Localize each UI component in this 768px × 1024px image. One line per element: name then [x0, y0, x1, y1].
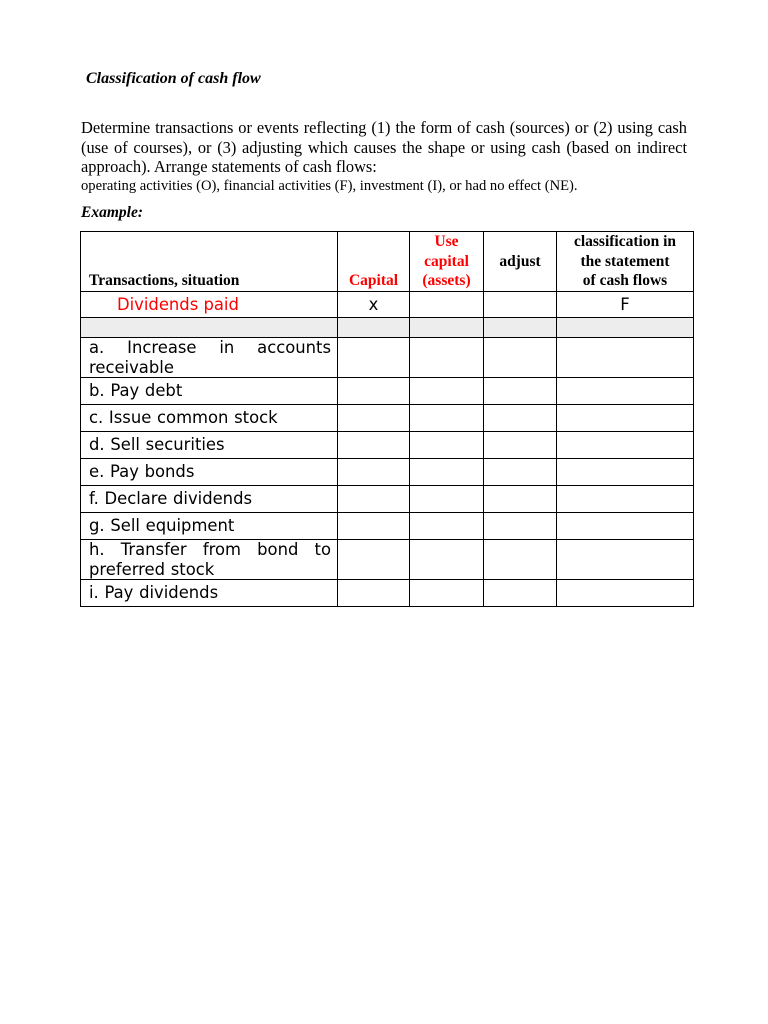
classification-cell[interactable]	[557, 580, 694, 607]
classification-cell[interactable]	[557, 513, 694, 540]
use-capital-cell[interactable]	[410, 580, 484, 607]
use-capital-cell[interactable]	[410, 338, 484, 378]
header-use-capital-line3: (assets)	[422, 272, 471, 290]
capital-cell[interactable]	[338, 405, 410, 432]
adjust-cell[interactable]	[484, 459, 557, 486]
header-use-capital	[410, 232, 484, 292]
classification-cell[interactable]	[557, 540, 694, 580]
blank-cell	[410, 318, 484, 338]
adjust-cell[interactable]	[484, 378, 557, 405]
header-capital: Capital	[338, 232, 410, 292]
table-row	[81, 378, 694, 405]
capital-cell[interactable]	[338, 338, 410, 378]
header-classification-line1: classification in	[573, 233, 677, 251]
table-row	[81, 405, 694, 432]
example-row-classification: F	[557, 292, 694, 318]
use-capital-cell[interactable]	[410, 405, 484, 432]
classification-cell[interactable]	[557, 405, 694, 432]
table-header-row	[81, 232, 694, 292]
transaction-label: b. Pay debt	[81, 378, 338, 405]
example-row-adjust	[484, 292, 557, 318]
classification-cell[interactable]	[557, 432, 694, 459]
header-transactions: Transactions, situation	[81, 232, 338, 292]
table-row	[81, 432, 694, 459]
use-capital-cell[interactable]	[410, 432, 484, 459]
example-label: Example:	[81, 204, 143, 221]
capital-cell[interactable]	[338, 432, 410, 459]
header-classification-line2: the statement	[580, 252, 670, 270]
classification-cell[interactable]	[557, 459, 694, 486]
transaction-label: g. Sell equipment	[81, 513, 338, 540]
header-use-capital-line1: Use	[434, 233, 459, 251]
example-row-use-capital	[410, 292, 484, 318]
table-row	[81, 540, 694, 580]
transaction-label: d. Sell securities	[81, 432, 338, 459]
adjust-cell[interactable]	[484, 432, 557, 459]
intro-line-categories: operating activities (O), financial activities (F), investment (I), or had no effect (NE).	[81, 178, 578, 194]
use-capital-cell[interactable]	[410, 459, 484, 486]
transaction-label: f. Declare dividends	[81, 486, 338, 513]
blank-cell	[81, 318, 338, 338]
table-row	[81, 513, 694, 540]
use-capital-cell[interactable]	[410, 378, 484, 405]
blank-cell	[557, 318, 694, 338]
capital-cell[interactable]	[338, 540, 410, 580]
table-row	[81, 486, 694, 513]
transaction-label: c. Issue common stock	[81, 405, 338, 432]
use-capital-cell[interactable]	[410, 513, 484, 540]
adjust-cell[interactable]	[484, 486, 557, 513]
header-classification	[557, 232, 694, 292]
header-classification-line3: of cash flows	[582, 272, 668, 290]
adjust-cell[interactable]	[484, 405, 557, 432]
adjust-cell[interactable]	[484, 513, 557, 540]
capital-cell[interactable]	[338, 580, 410, 607]
adjust-cell[interactable]	[484, 580, 557, 607]
table-row	[81, 459, 694, 486]
classification-cell[interactable]	[557, 338, 694, 378]
adjust-cell[interactable]	[484, 338, 557, 378]
capital-cell[interactable]	[338, 513, 410, 540]
transaction-label: a. Increase in accounts receivable	[81, 338, 338, 378]
intro-paragraph: Determine transactions or events reflecting (1) the form of cash (sources) or (2) using cash (use of courses), or (3) adjusting which causes the shape or using cash (based on indirect approach). Arrange statements of cash flows:	[81, 118, 687, 176]
document-title: Classification of cash flow	[86, 70, 261, 87]
cash-flow-classification-table	[80, 231, 694, 607]
transaction-label: i. Pay dividends	[81, 580, 338, 607]
header-use-capital-line2: capital	[424, 252, 469, 270]
blank-shaded-row	[81, 318, 694, 338]
adjust-cell[interactable]	[484, 540, 557, 580]
header-adjust: adjust	[484, 232, 557, 292]
capital-cell[interactable]	[338, 459, 410, 486]
table-row	[81, 580, 694, 607]
classification-cell[interactable]	[557, 486, 694, 513]
example-row	[81, 292, 694, 318]
classification-cell[interactable]	[557, 378, 694, 405]
use-capital-cell[interactable]	[410, 540, 484, 580]
blank-cell	[338, 318, 410, 338]
transaction-label: h. Transfer from bond to preferred stock	[81, 540, 338, 580]
transaction-label: e. Pay bonds	[81, 459, 338, 486]
example-row-label: Dividends paid	[81, 292, 338, 318]
capital-cell[interactable]	[338, 486, 410, 513]
use-capital-cell[interactable]	[410, 486, 484, 513]
example-row-capital: x	[338, 292, 410, 318]
blank-cell	[484, 318, 557, 338]
table-row	[81, 338, 694, 378]
capital-cell[interactable]	[338, 378, 410, 405]
